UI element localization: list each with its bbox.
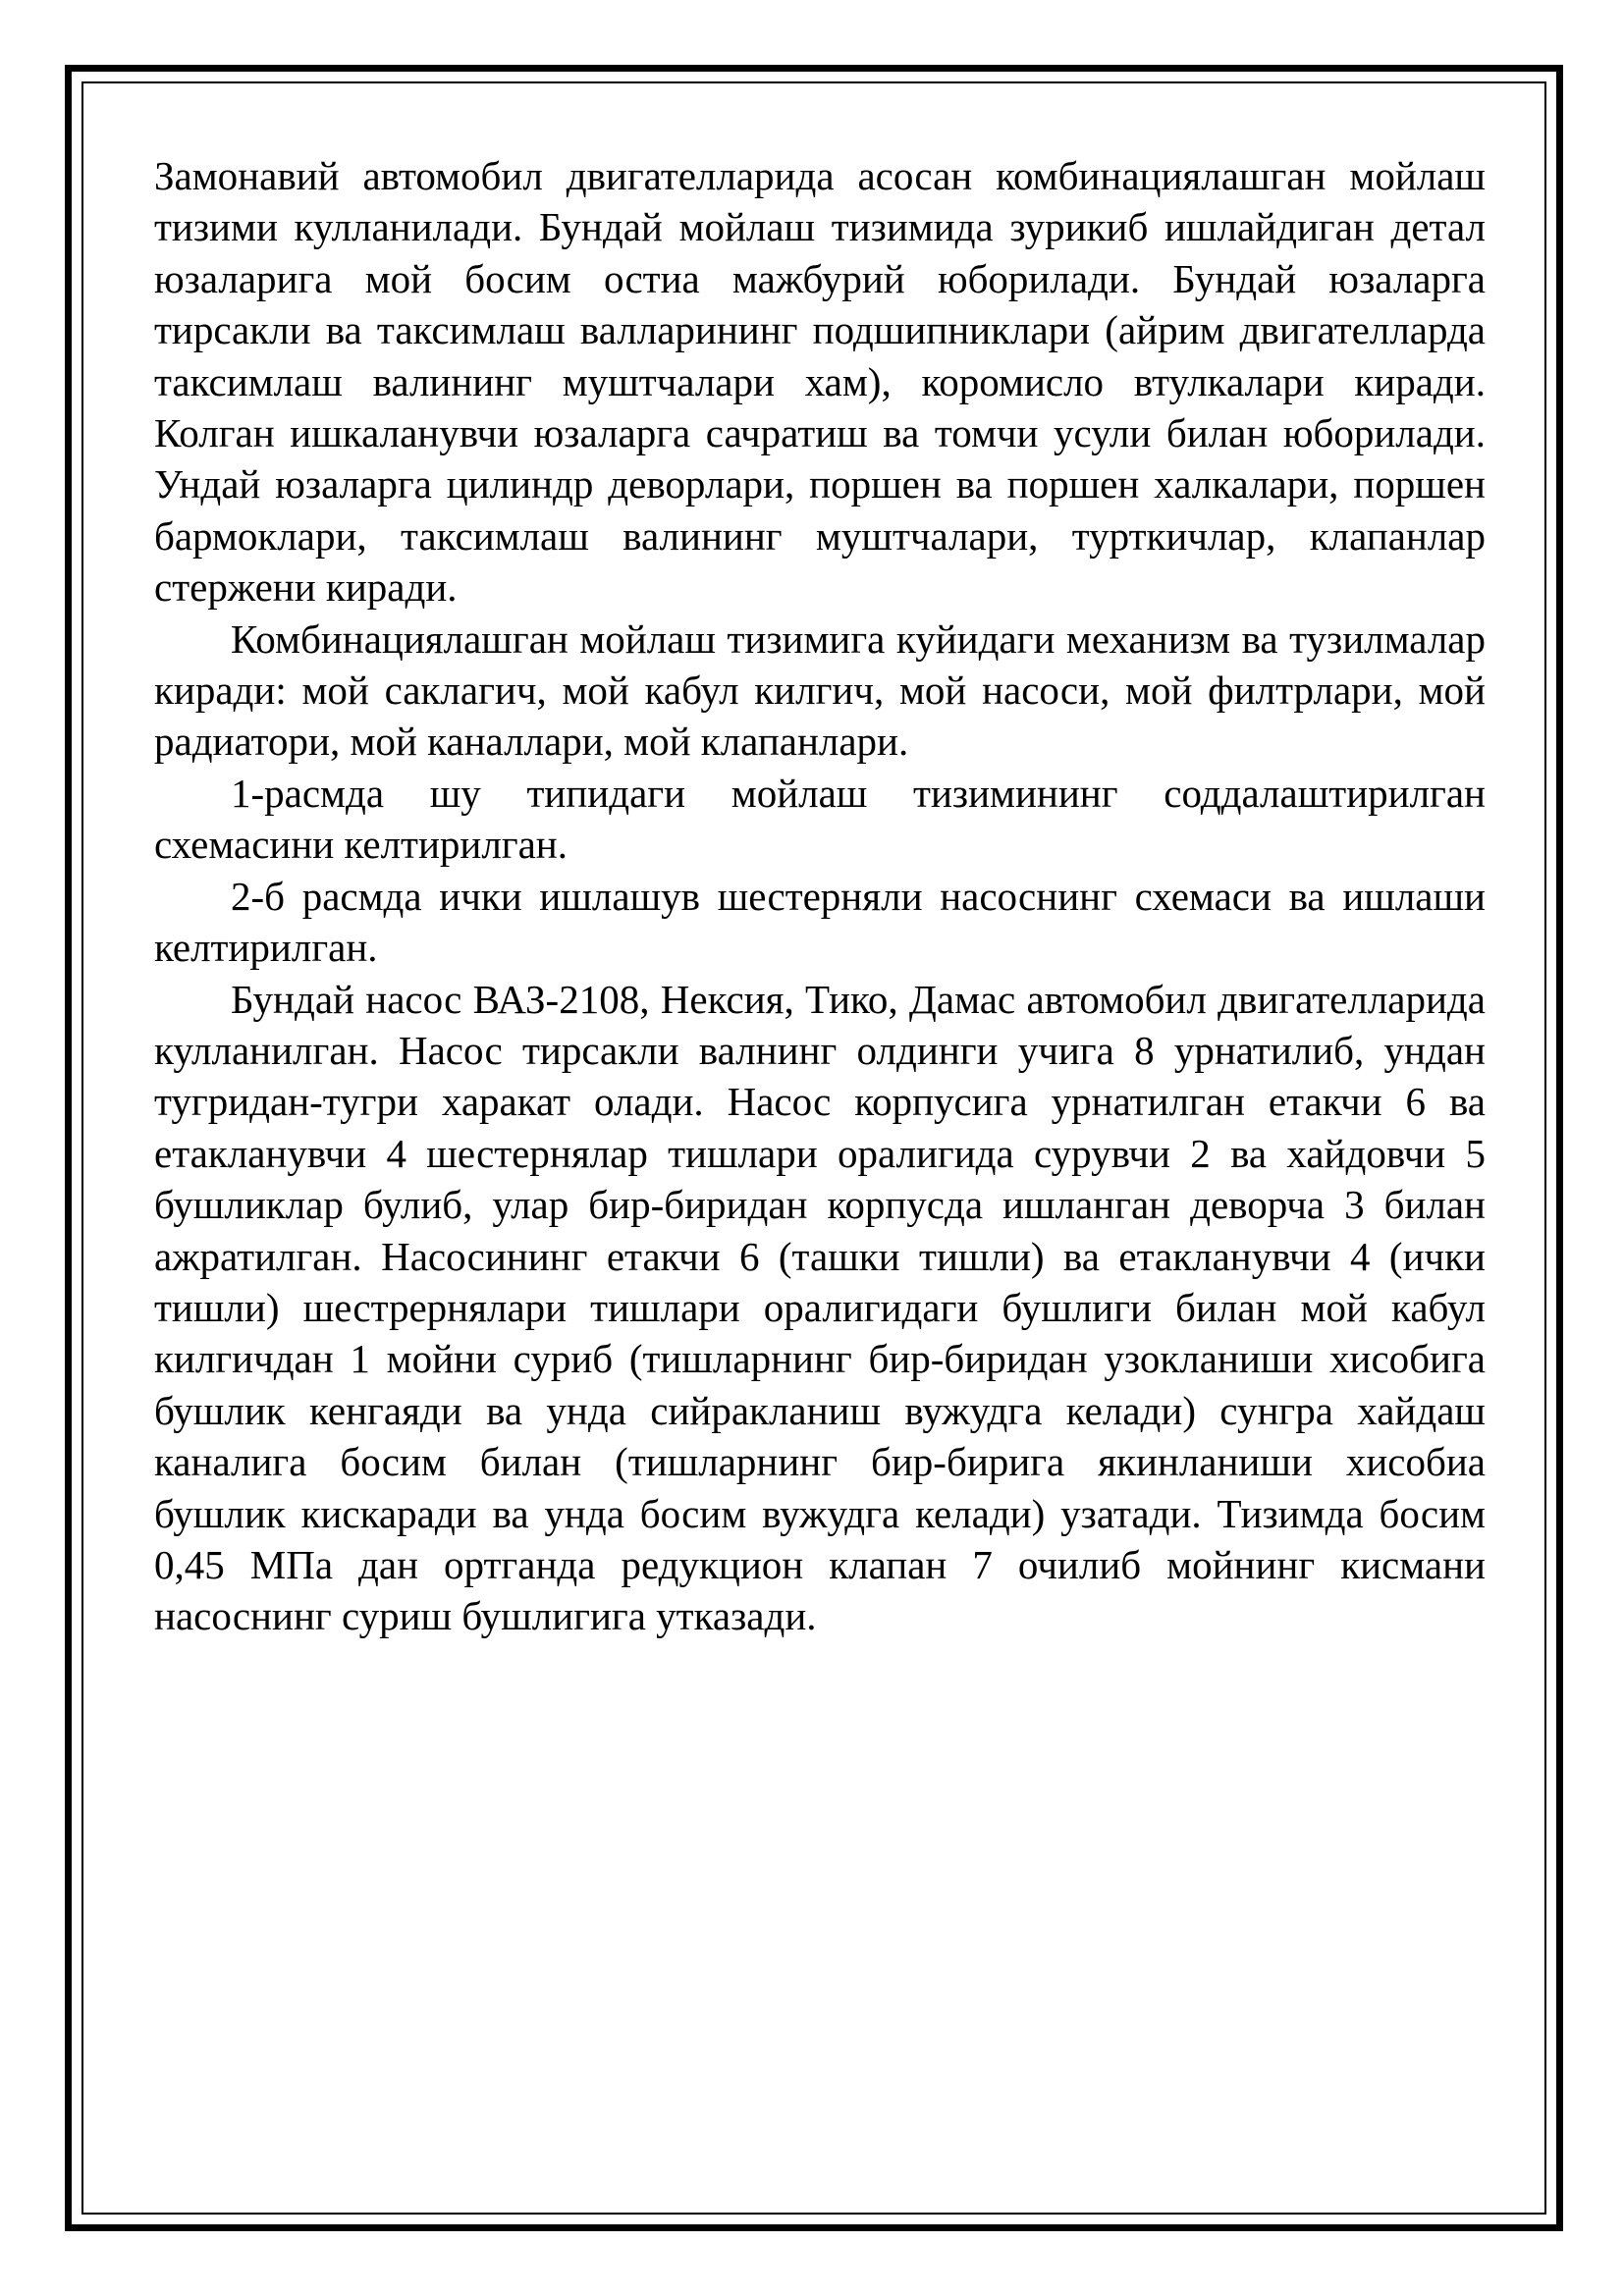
paragraph-2: Комбинациялашган мойлаш тизимига куйидаги механизм ва тузилмалар киради: мой саклагич, мой кабул килгич, мой насоси, мой филтрлари, мой радиатори, мой каналлари, мой клапанлари. [154, 615, 1486, 765]
paragraph-1: Замонавий автомобил двигателларида асосан комбинациялашган мойлаш тизими кулланилади. Бундай мойлаш тизимида зурикиб ишлайдиган детал юзаларига мой босим остиа мажбурий юборилади. Бундай юзаларга тирсакли ва таксимлаш валларининг подшипниклари (айрим двигателларда таксимлаш валининг муштчалари хам), коромисло втулкалари киради. Колган ишкаланувчи юзаларга сачратиш ва томчи усули билан юборилади. Ундай юзаларга цилиндр деворлари, поршен ва поршен халкалари, поршен бармоклари, таксимлаш валининг муштчалари, турткичлар, клапанлар стержени киради. [154, 153, 1486, 611]
paragraph-5: Бундай насос ВАЗ-2108, Нексия, Тико, Дамас автомобил двигателларида кулланилган. Насос тирсакли валнинг олдинги учига 8 урнатилиб, ундан тугридан-тугри харакат олади. Насос корпусига урнатилган етакчи 6 ва етакланувчи 4 шестернялар тишлари оралигида сурувчи 2 ва хайдовчи 5 бушликлар булиб, улар бир-биридан корпусда ишланган деворча 3 билан ажратилган. Насосининг етакчи 6 (ташки тишли) ва етакланувчи 4 (ички тишли) шестрернялари тишлари оралигидаги бушлиги билан мой кабул килгичдан 1 мойни суриб (тишларнинг бир-биридан узокланиши хисобига бушлик кенгаяди ва унда сийракланиш вужудга келади) сунгра хайдаш каналига босим билан (тишларнинг бир-бирига якинланиши хисобиа бушлик кискаради ва унда босим вужудга келади) узатади. Тизимда босим 0,45 МПа дан ортганда редукцион клапан 7 очилиб мойнинг кисмани насоснинг суриш бушлигига утказади. [154, 976, 1486, 1639]
document-body [154, 150, 1486, 1642]
paragraph-4: 2-б расмда ички ишлашув шестерняли насоснинг схемаси ва ишлаши келтирилган. [154, 873, 1486, 971]
paragraph-3: 1-расмда шу типидаги мойлаш тизимининг соддалаштирилган схемасини келтирилган. [154, 770, 1486, 868]
